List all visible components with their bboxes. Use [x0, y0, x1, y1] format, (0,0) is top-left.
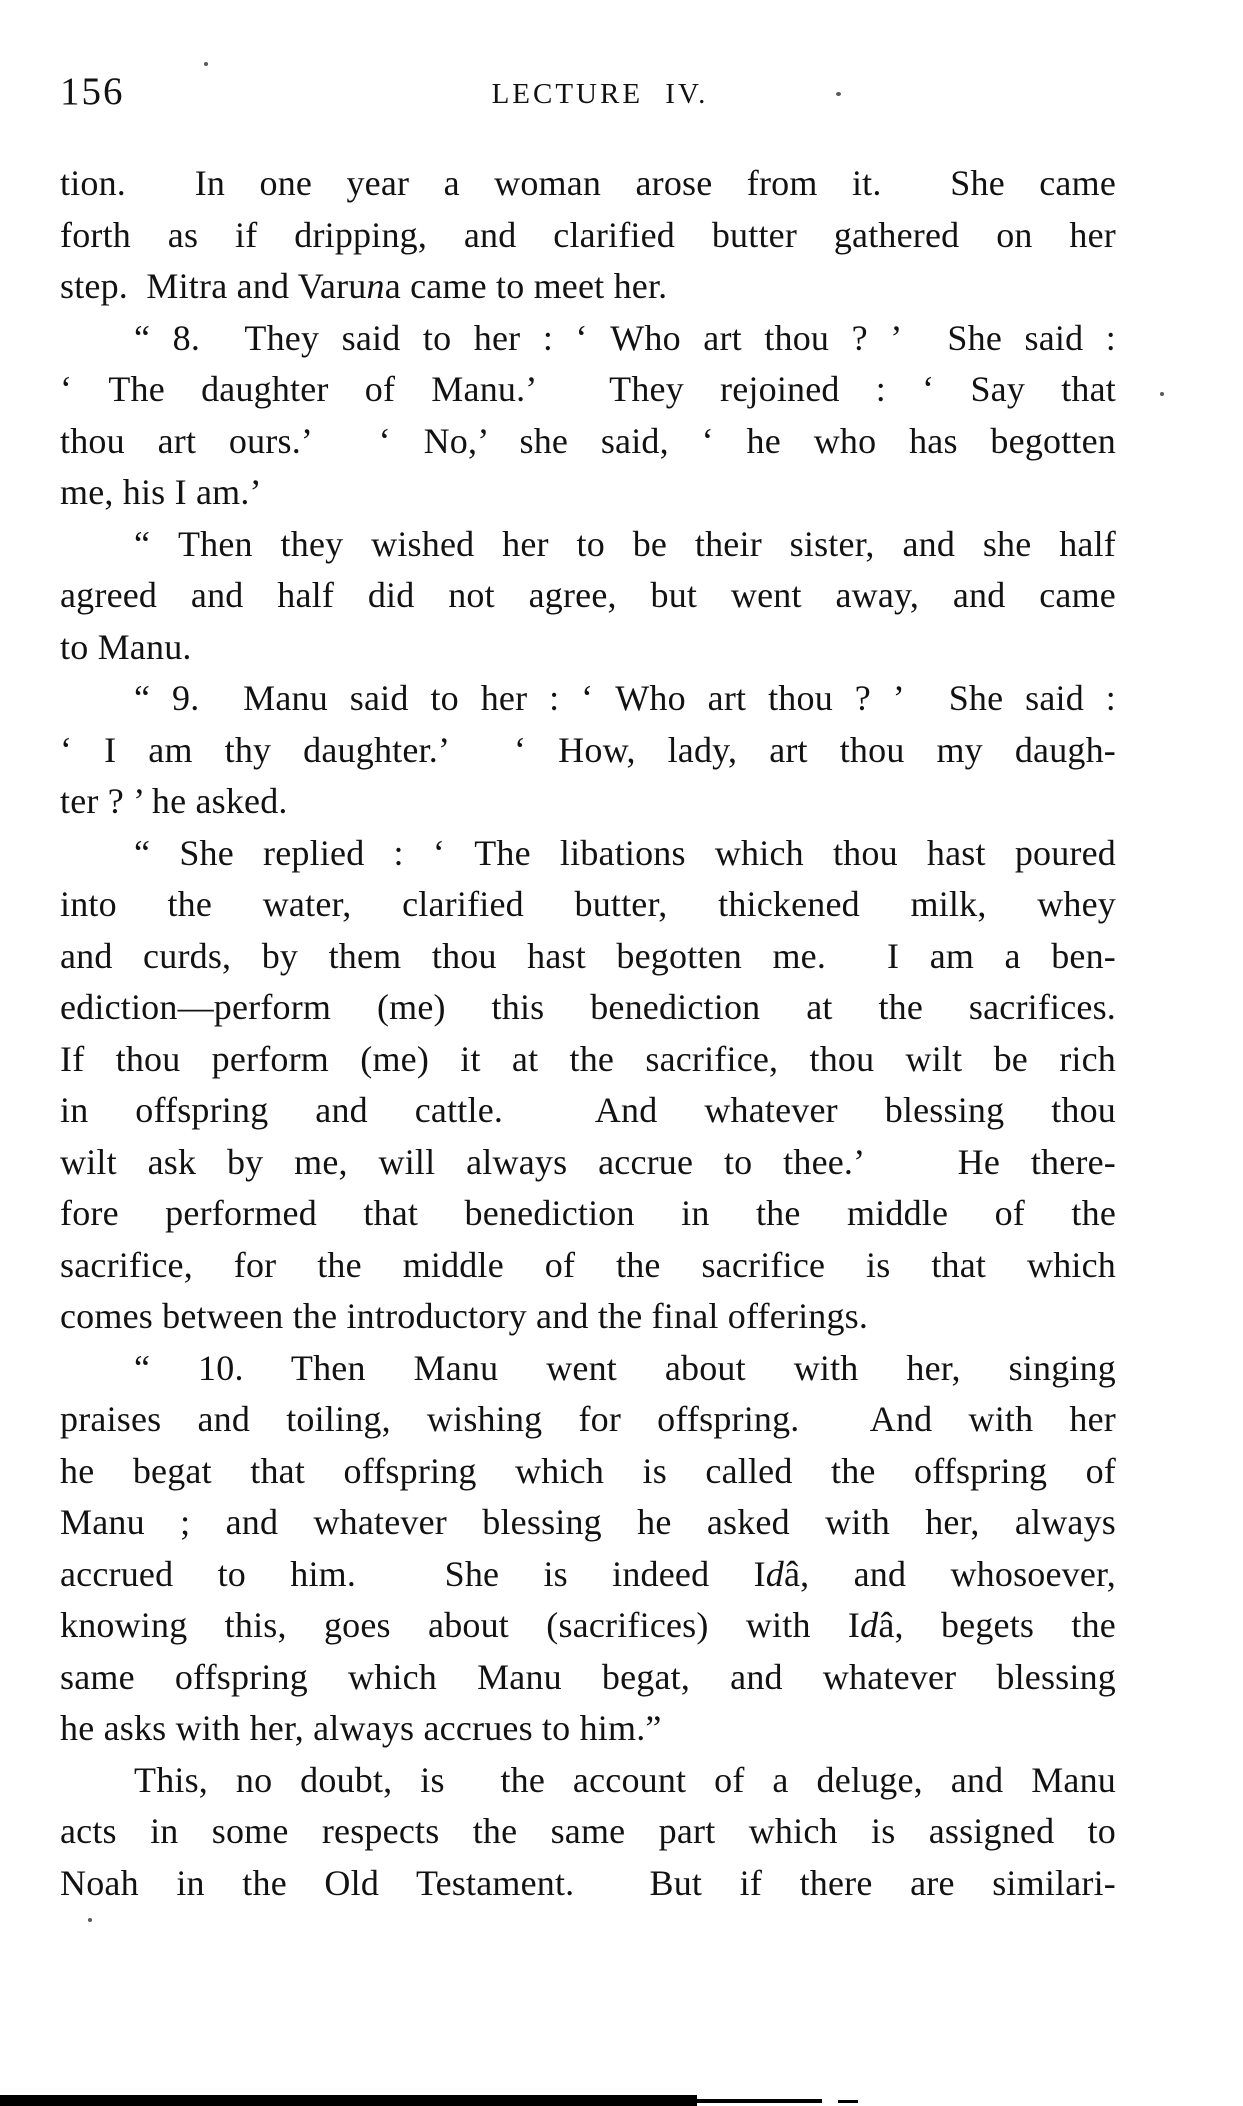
text-line: “ Then they wished her to be their sister, and she half — [134, 523, 1116, 564]
text-line: to Manu. — [60, 626, 192, 667]
body-text — [60, 158, 1116, 1909]
text-line: and curds, by them thou hast begotten me. I am a ben- — [60, 935, 1116, 976]
text-line: ediction—perform (me) this benediction at the sacrifices. — [60, 987, 1116, 1027]
scan-speck — [204, 62, 208, 66]
text-line: into the water, clarified butter, thickened milk, whey — [60, 884, 1116, 924]
text-line: same offspring which Manu begat, and whatever blessing — [60, 1656, 1116, 1697]
text-line: fore performed that benediction in the middle of the — [60, 1193, 1116, 1233]
text-line: “ 8. They said to her : ‘ Who art thou ? ’ She said : — [134, 317, 1116, 358]
text-line: “ 9. Manu said to her : ‘ Who art thou ? ’ She said : — [134, 678, 1116, 718]
text-line: ter ? ’ he asked. — [60, 781, 288, 821]
scan-speck — [1160, 392, 1164, 396]
text-line: wilt ask by me, will always accrue to thee.’ He there- — [60, 1141, 1116, 1182]
text-line: accrued to him. She is indeed Idâ, and whosoever, — [60, 1553, 1116, 1594]
text-line: “ 10. Then Manu went about with her, singing — [134, 1347, 1116, 1388]
scan-artifact-bar — [0, 2095, 697, 2106]
running-header: LECTURE IV. — [491, 78, 709, 110]
text-line: me, his I am.’ — [60, 472, 262, 512]
text-line: knowing this, goes about (sacrifices) with Idâ, begets the — [60, 1605, 1116, 1645]
scan-speck — [836, 92, 841, 96]
page-number: 156 — [60, 70, 125, 113]
text-line: ‘ The daughter of Manu.’ They rejoined : ‘ Say that — [60, 369, 1116, 409]
text-line: agreed and half did not agree, but went away, and came — [60, 575, 1116, 615]
text-line: acts in some respects the same part which is assigned to — [60, 1811, 1116, 1851]
text-line: This, no doubt, is the account of a deluge, and Manu — [134, 1759, 1116, 1800]
text-line: sacrifice, for the middle of the sacrifice is that which — [60, 1244, 1116, 1285]
text-line: Manu ; and whatever blessing he asked with her, always — [60, 1502, 1116, 1542]
scan-artifact-bar — [697, 2099, 822, 2103]
text-line: If thou perform (me) it at the sacrifice, thou wilt be rich — [60, 1038, 1116, 1079]
text-line: thou art ours.’ ‘ No,’ she said, ‘ he who has begotten — [60, 420, 1116, 461]
text-line: in offspring and cattle. And whatever blessing thou — [60, 1090, 1116, 1130]
text-line: step. Mitra and Varuna came to meet her. — [60, 266, 668, 306]
scan-artifact-bar — [838, 2100, 858, 2103]
text-line: “ She replied : ‘ The libations which thou hast poured — [134, 832, 1116, 873]
text-line: forth as if dripping, and clarified butter gathered on her — [60, 214, 1116, 255]
text-line: he begat that offspring which is called the offspring of — [60, 1450, 1116, 1491]
text-line: ‘ I am thy daughter.’ ‘ How, lady, art thou my daugh- — [60, 729, 1116, 770]
text-line: Noah in the Old Testament. But if there are similari- — [60, 1862, 1116, 1903]
text-line: he asks with her, always accrues to him.” — [60, 1708, 662, 1748]
text-line: comes between the introductory and the final offerings. — [60, 1296, 869, 1336]
text-line: tion. In one year a woman arose from it. She came — [60, 163, 1116, 203]
scan-speck — [88, 1918, 92, 1922]
text-line: praises and toiling, wishing for offspring. And with her — [60, 1399, 1116, 1439]
